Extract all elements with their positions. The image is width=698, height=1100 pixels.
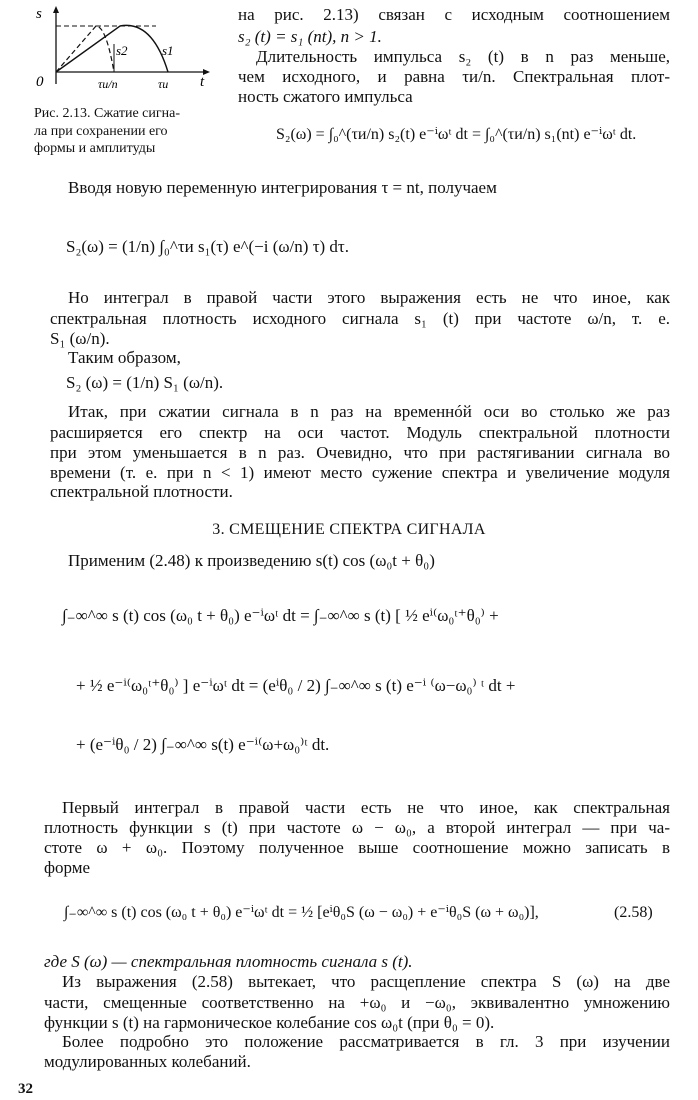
- para-compression-line-5: спектральной плотности.: [50, 482, 233, 501]
- top-line-2: s₂ (t) = s₁ (nt), n > 1.: [238, 27, 382, 46]
- page-number: 32: [18, 1081, 33, 1097]
- formula-3: S₂ (ω) = (1/n) S₁ (ω/n).: [66, 373, 224, 392]
- section-heading: 3. СМЕЩЕНИЕ СПЕКТРА СИГНАЛА: [212, 521, 486, 538]
- figure-caption: [34, 105, 230, 158]
- tick-tau-label: τи: [158, 77, 169, 91]
- s1-label: s1: [162, 43, 174, 58]
- para-compression-line-3: при этом уменьшается в n раз. Очевидно, что при растягивании сигнала во: [50, 443, 670, 462]
- para-first-integral-line-2: плотность функции s (t) при частоте ω − ω₀, а второй интеграл — при ча-: [44, 818, 670, 837]
- para-where: где S (ω) — спектральная плотность сигнала s (t).: [44, 952, 413, 971]
- formula-5: ∫₋∞^∞ s (t) cos (ω₀ t + θ₀) e⁻ⁱωᵗ dt = ½ [eⁱθ₀S (ω − ω₀) + e⁻ⁱθ₀S (ω + ω₀)],: [64, 904, 539, 921]
- para-split-line-1: Из выражения (2.58) вытекает, что расщепление спектра S (ω) на две: [62, 972, 670, 991]
- formula-4-line-3: + (e⁻ⁱθ₀ / 2) ∫₋∞^∞ s(t) e⁻ⁱ⁽ω+ω₀⁾ᵗ dt.: [76, 735, 330, 754]
- axis-s-label: s: [36, 6, 42, 22]
- para-compression-line-4: времени (т. е. при n < 1) имеют место сужение спектра и увеличение модуля: [50, 463, 670, 482]
- caption-line: формы и амплитуды: [34, 141, 156, 156]
- tick-tau-n-label: τи/n: [98, 77, 118, 91]
- para-integral-line-2: спектральная плотность исходного сигнала s₁ (t) при частоте ω/n, т. е.: [50, 309, 670, 328]
- para-first-integral-line-1: Первый интеграл в правой части есть не что иное, как спектральная: [62, 798, 670, 817]
- para-compression-line-2: расширяется его спектр на оси частот. Модуль спектральной плотности: [50, 423, 670, 442]
- top-line-4: чем исходного, и равна τи/n. Спектральная плот-: [238, 67, 670, 86]
- para-more-line-1: Более подробно это положение рассматривается в гл. 3 при изучении: [62, 1032, 670, 1051]
- origin-label: 0: [36, 74, 44, 90]
- top-line-3: Длительность импульса s₂ (t) в n раз меньше,: [256, 47, 670, 66]
- para-integral-line-3: S₁ (ω/n).: [50, 329, 110, 348]
- s1-curve: [56, 25, 168, 72]
- formula-1: S₂(ω) = ∫₀^(τи/n) s₂(t) e⁻ⁱωᵗ dt = ∫₀^(τи/n) s₁(nt) e⁻ⁱωᵗ dt.: [276, 126, 637, 143]
- caption-line: Рис. 2.13. Сжатие сигна-: [34, 106, 180, 121]
- para-integral-line-1: Но интеграл в правой части этого выражения есть не что иное, как: [68, 288, 670, 307]
- caption-line: ла при сохранении его: [34, 123, 168, 139]
- figure-compression: [34, 4, 224, 92]
- formula-2: S₂(ω) = (1/n) ∫₀^τи s₁(τ) e^(−i (ω/n) τ) dτ.: [66, 237, 350, 256]
- para-compression-line-1: Итак, при сжатии сигнала в n раз на временнóй оси во столько же раз: [68, 402, 670, 421]
- formula-4-line-1: ∫₋∞^∞ s (t) cos (ω₀ t + θ₀) e⁻ⁱωᵗ dt = ∫₋∞^∞ s (t) [ ½ eⁱ⁽ω₀ᵗ⁺θ₀⁾ +: [62, 606, 499, 625]
- para-apply: Применим (2.48) к произведению s(t) cos (ω₀t + θ₀): [68, 551, 435, 570]
- para-thus: Таким образом,: [68, 348, 181, 367]
- s-axis-arrow: [53, 6, 59, 13]
- para-split-line-2: части, смещенные соответственно на +ω₀ и −ω₀, эквивалентно умножению: [44, 993, 670, 1012]
- para-first-integral-line-3: стоте ω + ω₀. Поэтому полученное выше соотношение можно записать в: [44, 838, 670, 857]
- formula-4-line-2: + ½ e⁻ⁱ⁽ω₀ᵗ⁺θ₀⁾ ] e⁻ⁱωᵗ dt = (eⁱθ₀ / 2) ∫₋∞^∞ s (t) e⁻ⁱ ⁽ω−ω₀⁾ ᵗ dt +: [76, 676, 516, 695]
- top-line-1: на рис. 2.13) связан с исходным соотношением: [238, 5, 670, 24]
- top-line-5: ность сжатого импульса: [238, 87, 413, 106]
- para-more-line-2: модулированных колебаний.: [44, 1052, 251, 1071]
- para-first-integral-line-4: форме: [44, 858, 91, 877]
- axis-t-label: t: [200, 74, 205, 90]
- formula-5-number: (2.58): [614, 904, 653, 921]
- para-new-variable: Вводя новую переменную интегрирования τ = nt, получаем: [68, 178, 497, 197]
- para-split-line-3: функции s (t) на гармоническое колебание cos ω₀t (при θ₀ = 0).: [44, 1013, 495, 1032]
- s2-label: s2: [116, 43, 128, 58]
